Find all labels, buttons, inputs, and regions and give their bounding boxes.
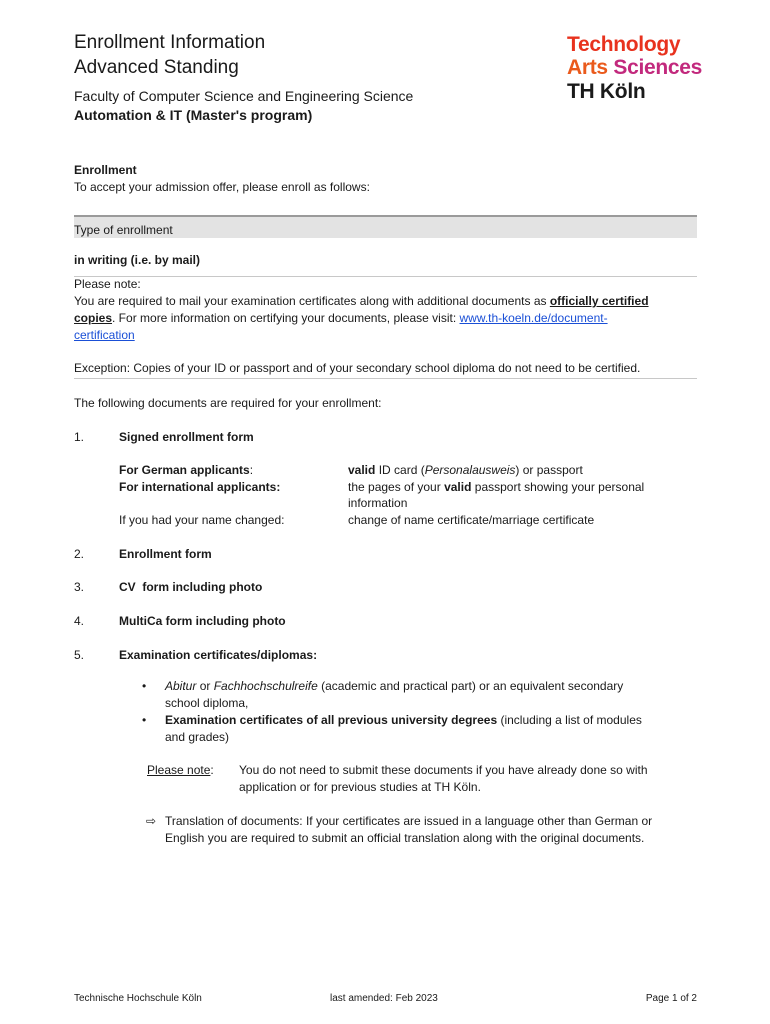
german-value-text: ID card (: [375, 463, 425, 477]
documents-intro: The following documents are required for your enrollment:: [74, 396, 382, 410]
cert-text: or: [196, 679, 214, 693]
german-label-text: For German applicants: [119, 463, 250, 477]
item-label: MultiCa form including photo: [119, 614, 286, 628]
german-applicants-label: [119, 462, 253, 479]
footer-page-number: Page 1 of 2: [645, 993, 697, 1004]
bullet-dot-icon: •: [142, 679, 147, 693]
enrollment-type-label: Type of enrollment: [74, 223, 173, 237]
abitur-term: Abitur: [165, 679, 197, 693]
item-number: 1.: [74, 430, 85, 444]
enrollment-mode: in writing (i.e. by mail): [74, 253, 201, 267]
intl-applicants-value-line2: information: [348, 496, 408, 510]
enrollment-heading: Enrollment: [74, 163, 137, 177]
item-number: 5.: [74, 648, 85, 662]
page-title: Enrollment Information: [74, 32, 266, 53]
cert-note-line1: You do not need to submit these documents if you have already done so with: [239, 763, 648, 777]
cert-emphasis: Examination certificates of all previous university degrees: [165, 713, 498, 727]
logo-arts: Arts: [567, 56, 608, 79]
valid-emphasis: valid: [444, 480, 472, 494]
footer-amended: last amended: Feb 2023: [330, 993, 438, 1004]
footer-institution: Technische Hochschule Köln: [74, 993, 202, 1004]
cert-bullet-1-line2: school diploma,: [165, 696, 249, 710]
note-exception: Exception: Copies of your ID or passport and of your secondary school diploma do not need to be certified.: [74, 361, 641, 375]
cert-bullet-2: [165, 712, 642, 729]
note-text: You are required to mail your examination certificates along with additional documents as: [74, 294, 550, 308]
note-emphasis-copies: copies: [74, 311, 113, 325]
cert-text: (including a list of modules: [497, 713, 642, 727]
valid-emphasis: valid: [348, 463, 376, 477]
enrollment-intro: To accept your admission offer, please enroll as follows:: [74, 180, 370, 194]
item-label: CV form including photo: [119, 580, 263, 594]
program-name: Automation & IT (Master's program): [74, 107, 313, 123]
intl-value-text: the pages of your: [348, 480, 445, 494]
note-line2: [74, 310, 608, 327]
cert-note-label-text: Please note: [147, 763, 211, 777]
note-text-more-info: . For more information on certifying your documents, please visit:: [112, 311, 460, 325]
cert-note-label: [147, 762, 214, 779]
translation-line2: English you are required to submit an official translation along with the original documents.: [165, 831, 645, 845]
translation-line1: Translation of documents: If your certificates are issued in a language other than German or: [165, 814, 653, 828]
document-certification-link-cont[interactable]: certification: [74, 328, 135, 342]
divider: [74, 276, 697, 277]
note-emphasis: officially certified: [549, 294, 649, 308]
note-line1: [74, 293, 649, 310]
document-certification-link[interactable]: www.th-koeln.de/document-: [459, 311, 608, 325]
item-number: 3.: [74, 580, 85, 594]
cert-text: (academic and practical part) or an equivalent secondary: [317, 679, 624, 693]
name-changed-value: change of name certificate/marriage certificate: [348, 513, 595, 527]
german-applicants-value: [348, 462, 583, 479]
item-number: 4.: [74, 614, 85, 628]
note-line3: [74, 327, 135, 344]
logo-arts-sciences: [567, 56, 702, 80]
intl-applicants-value: [348, 479, 644, 496]
intl-value-text-end: passport showing your personal: [471, 480, 645, 494]
divider: [74, 378, 697, 379]
cert-bullet-2-line2: and grades): [165, 730, 230, 744]
name-changed-label: If you had your name changed:: [119, 513, 285, 527]
item-number: 2.: [74, 547, 85, 561]
personalausweis-term: Personalausweis: [424, 463, 516, 477]
item-label: Signed enrollment form: [119, 430, 254, 444]
cert-note-colon: :: [210, 763, 214, 777]
arrow-right-icon: ⇨: [146, 814, 157, 828]
note-label: Please note:: [74, 277, 141, 291]
german-label-colon: :: [249, 463, 254, 477]
fachhochschulreife-term: Fachhochschulreife: [213, 679, 318, 693]
bullet-dot-icon: •: [142, 713, 147, 727]
german-value-end: ) or passport: [515, 463, 583, 477]
item-label: Enrollment form: [119, 547, 212, 561]
item-label: Examination certificates/diplomas:: [119, 648, 318, 662]
logo-th-koeln: TH Köln: [567, 80, 646, 103]
logo-sciences: Sciences: [613, 56, 703, 79]
cert-note-line2: application or for previous studies at TH Köln.: [239, 780, 481, 794]
faculty-name: Faculty of Computer Science and Engineering Science: [74, 88, 414, 104]
intl-applicants-label: For international applicants:: [119, 480, 281, 494]
page-subtitle: Advanced Standing: [74, 57, 239, 78]
cert-bullet-1: [165, 678, 623, 695]
logo-technology: Technology: [567, 33, 681, 56]
